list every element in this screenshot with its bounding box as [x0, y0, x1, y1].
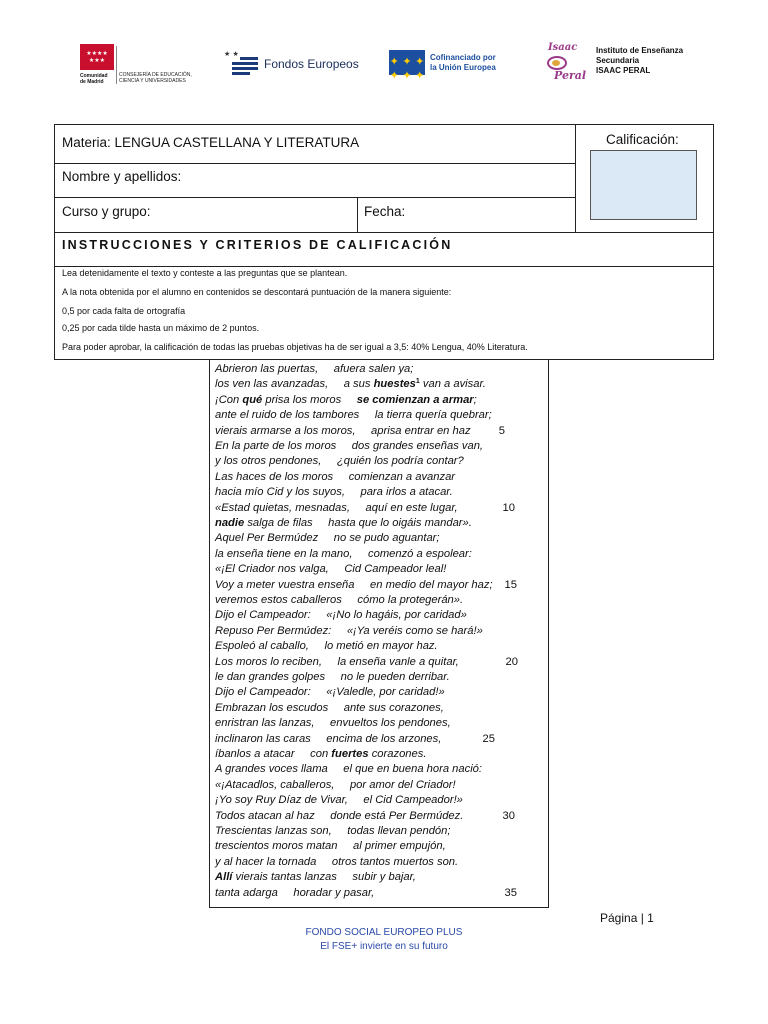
instructions-title: INSTRUCCIONES Y CRITERIOS DE CALIFICACIÓN — [62, 238, 453, 252]
subject-label: Materia: LENGUA CASTELLANA Y LITERATURA — [62, 135, 360, 150]
poem-line: Todos atacan al haz donde está Per Bermúdez. — [215, 809, 464, 822]
poem-line: trescientos moros matan al primer empujón, — [215, 840, 446, 853]
line-number: 25 — [482, 732, 495, 745]
instruction-line: Lea detenidamente el texto y conteste a las preguntas que se plantean. — [62, 268, 348, 278]
footer-line2: El FSE+ invierte en su futuro — [320, 941, 448, 952]
poem-line: le dan grandes golpes no le pueden derribar. — [215, 671, 450, 683]
instruction-line: 0,25 por cada tilde hasta un máximo de 2 puntos. — [62, 323, 260, 333]
line-number: 10 — [502, 501, 515, 514]
poem-line: vierais armarse a los moros, aprisa entrar en haz — [215, 424, 471, 437]
poem-line: Espoleó al caballo, lo metió en mayor haz. — [215, 640, 438, 653]
poem-line: «¡El Criador nos valga, Cid Campeador leal! — [215, 563, 447, 576]
isaac-logo-top: Isaac — [548, 42, 578, 53]
school-name: Instituto de Enseñanza Secundaria ISAAC PERAL — [596, 46, 684, 75]
eu-label-line2: la Unión Europea — [430, 63, 496, 72]
poem-line: Los moros lo reciben, la enseña vanle a quitar, — [215, 655, 459, 668]
poem-line: hacia mío Cid y los suyos, para irlos a atacar. — [215, 486, 453, 499]
poem-line: los ven las avanzadas, a sus huestes$^1$ van a avisar. — [215, 378, 486, 391]
isaac-peral-logo — [544, 42, 588, 82]
line-number: 5 — [498, 424, 505, 437]
poem-line: «¡Atacadlos, caballeros, por amor del Criador! — [215, 778, 456, 791]
grade-label: Calificación: — [606, 132, 679, 147]
poem-text-box — [209, 359, 549, 908]
eu-cofinanced-logo — [389, 47, 504, 81]
poem-line: ante el ruido de los tambores la tierra quería quebrar; — [215, 409, 492, 422]
line-number: 20 — [505, 655, 518, 668]
date-field[interactable]: Fecha: — [364, 204, 406, 219]
name-field[interactable]: Nombre y apellidos: — [62, 169, 182, 184]
line-number: 35 — [504, 886, 517, 899]
instruction-line: 0,5 por cada falta de ortografía — [62, 306, 186, 316]
exam-header-form — [54, 124, 714, 360]
poem-line: ¡Yo soy Ruy Díaz de Vivar, el Cid Campeador!» — [215, 794, 463, 807]
poem-line: la enseña tiene en la mano, comenzó a espolear: — [215, 547, 472, 560]
footer-line1: FONDO SOCIAL EUROPEO PLUS — [305, 927, 463, 938]
poem-line: Trescientas lanzas son, todas llevan pendón; — [215, 825, 451, 837]
fondos-europeos-label: Fondos Europeos — [264, 57, 359, 71]
poem-line: Repuso Per Bermúdez: «¡Ya veréis como se hará!» — [215, 624, 483, 637]
poem-line: Embrazan los escudos ante sus corazones, — [215, 701, 444, 714]
instruction-line: Para poder aprobar, la calificación de todas las pruebas objetivas ha de ser igual a 3,5: 40% Lengua, 40% Literatura. — [62, 342, 528, 352]
instruction-line: A la nota obtenida por el alumno en contenidos se descontará puntuación de la manera siguiente: — [62, 287, 452, 297]
course-group-field[interactable]: Curso y grupo: — [62, 204, 151, 219]
poem-line: Allí vierais tantas lanzas subir y bajar, — [215, 871, 416, 884]
poem-line: y los otros pendones, ¿quién los podría contar? — [215, 455, 464, 468]
poem-line: Aquel Per Bermúdez no se pudo aguantar; — [215, 532, 440, 545]
fondos-europeos-logo — [224, 50, 369, 80]
poem-line: y al hacer la tornada otros tantos muertos son. — [215, 855, 459, 868]
line-number: 30 — [502, 809, 515, 822]
madrid-flag-icon: ★★★★ ★★★ — [80, 44, 114, 70]
poem-line: inclinaron las caras encima de los arzones, — [215, 732, 442, 745]
poem-line: A grandes voces llama el que en buena hora nació: — [215, 763, 483, 776]
isaac-logo-bottom: Peral — [554, 69, 587, 82]
poem-line: veremos estos caballeros cómo la protegerán». — [215, 594, 464, 606]
poem-line: Dijo el Campeador: «¡Valedle, por caridad!» — [215, 686, 445, 699]
poem-line: Voy a meter vuestra enseña en medio del mayor haz; — [215, 578, 493, 591]
poem-line: tanta adarga horadar y pasar, — [215, 886, 375, 899]
poem-line: En la parte de los moros dos grandes enseñas van, — [215, 440, 484, 452]
poem-line: enristran las lanzas, envueltos los pendones, — [215, 717, 451, 730]
footer-fse — [284, 926, 484, 954]
line-number: 15 — [504, 578, 517, 591]
poem-line: Las haces de los moros comienzan a avanzar — [215, 470, 456, 483]
madrid-department: CONSEJERÍA DE EDUCACIÓN, CIENCIA Y UNIVERSIDADES — [119, 72, 192, 84]
stars-icon: ★ ★ — [224, 50, 239, 58]
poem-line: ¡Con qué prisa los moros se comienzan a armar; — [215, 393, 477, 406]
poem-line: Dijo el Campeador: «¡No lo hagáis, por caridad» — [215, 609, 467, 622]
poem-line: «Estad quietas, mesnadas, aquí en este lugar, — [215, 501, 458, 514]
poem-line: Abrieron las puertas, afuera salen ya; — [215, 363, 414, 375]
poem-line: íbanlos a atacar con fuertes corazones. — [215, 748, 427, 760]
madrid-name: Comunidad de Madrid — [80, 73, 108, 85]
eu-label-line1: Cofinanciado por — [430, 53, 496, 62]
flag-stripes-icon — [232, 57, 258, 77]
poem-line: nadie salga de filas hasta que lo oigáis mandar». — [215, 517, 472, 529]
page-number: Página | 1 — [600, 911, 654, 925]
grade-input-box[interactable] — [590, 150, 697, 220]
comunidad-de-madrid-logo — [80, 44, 202, 88]
eu-flag-icon: ✦ ✦ ✦ ✦ ✦ ✦ — [389, 50, 425, 75]
